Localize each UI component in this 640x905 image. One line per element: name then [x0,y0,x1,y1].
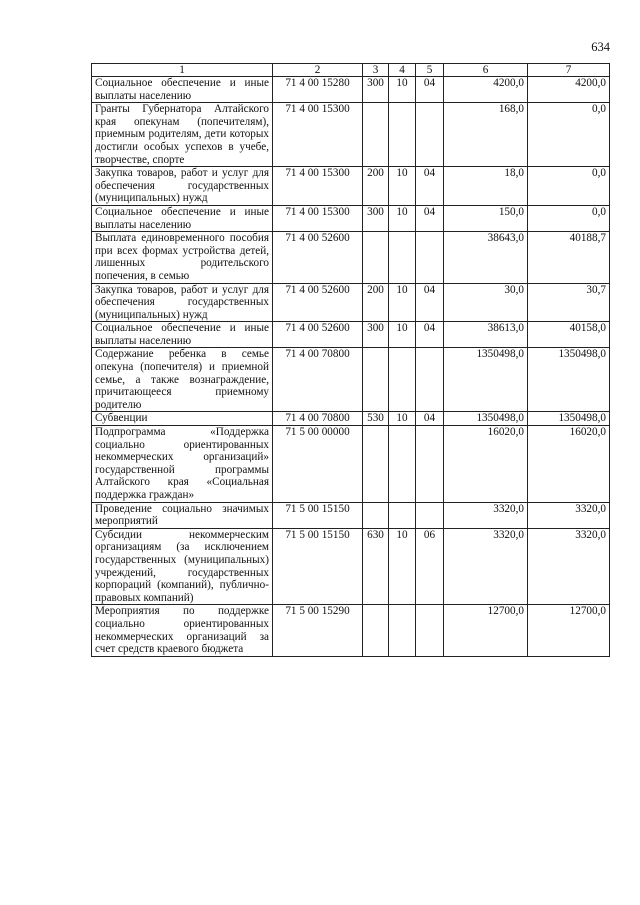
row-value6-cell: 38643,0 [444,232,528,283]
row-col3-cell: 300 [363,205,389,231]
row-code-cell: 71 4 00 52600 [273,232,363,283]
row-col3-cell: 300 [363,322,389,348]
row-col5-cell [416,502,444,528]
row-col5-cell [416,348,444,412]
row-col3-cell [363,348,389,412]
row-code-cell: 71 4 00 15280 [273,77,363,103]
row-name-cell: Гранты Губернатора Алтайского края опекунам (попечителям), приемным родителям, дети которых достигли особых успехов в учебе, творчестве, спорте [92,103,273,167]
row-value6-cell: 3320,0 [444,502,528,528]
row-name-cell: Закупка товаров, работ и услуг для обеспечения государственных (муниципальных) нужд [92,283,273,322]
row-col4-cell: 10 [389,77,416,103]
row-code-cell: 71 4 00 52600 [273,283,363,322]
row-code-cell: 71 4 00 52600 [273,322,363,348]
row-value7-cell: 0,0 [528,103,610,167]
row-value6-cell: 1350498,0 [444,348,528,412]
row-col3-cell: 300 [363,77,389,103]
table-row [92,502,610,528]
table-row [92,322,610,348]
row-col3-cell [363,502,389,528]
row-value7-cell: 4200,0 [528,77,610,103]
row-col5-cell [416,232,444,283]
row-code-cell: 71 4 00 15300 [273,103,363,167]
row-col5-cell: 04 [416,167,444,206]
row-value6-cell: 150,0 [444,205,528,231]
row-value6-cell: 3320,0 [444,528,528,605]
row-col3-cell [363,232,389,283]
budget-table [91,63,610,657]
row-col4-cell [389,348,416,412]
header-row [92,64,610,77]
row-value7-cell: 40188,7 [528,232,610,283]
row-code-cell: 71 4 00 15300 [273,167,363,206]
row-value7-cell: 1350498,0 [528,348,610,412]
row-col3-cell: 530 [363,412,389,426]
row-col4-cell [389,426,416,503]
row-col4-cell [389,605,416,656]
row-value6-cell: 4200,0 [444,77,528,103]
table-row [92,426,610,503]
header-cell: 3 [363,64,389,77]
row-col5-cell [416,103,444,167]
row-col5-cell: 04 [416,77,444,103]
row-col3-cell [363,426,389,503]
row-name-cell: Мероприятия по поддержке социально ориентированных некоммерческих организаций за счет средств краевого бюджета [92,605,273,656]
row-value6-cell: 16020,0 [444,426,528,503]
row-col3-cell [363,605,389,656]
row-col5-cell: 04 [416,322,444,348]
table-row [92,605,610,656]
row-col5-cell [416,605,444,656]
row-col4-cell: 10 [389,283,416,322]
row-value7-cell: 0,0 [528,167,610,206]
row-col4-cell: 10 [389,322,416,348]
row-name-cell: Содержание ребенка в семье опекуна (попечителя) и приемной семье, а также вознаграждение, причитающееся приемному родителю [92,348,273,412]
row-name-cell: Субсидии некоммерческим организациям (за исключением государственных (муниципальных) учреждений, государственных корпораций (компаний), публично-правовых компаний) [92,528,273,605]
row-col4-cell [389,103,416,167]
row-name-cell: Субвенции [92,412,273,426]
row-col5-cell: 06 [416,528,444,605]
row-name-cell: Проведение социально значимых мероприятий [92,502,273,528]
row-name-cell: Закупка товаров, работ и услуг для обеспечения государственных (муниципальных) нужд [92,167,273,206]
row-name-cell: Выплата единовременного пособия при всех формах устройства детей, лишенных родительского попечения, в семью [92,232,273,283]
row-code-cell: 71 5 00 15150 [273,502,363,528]
row-col4-cell: 10 [389,205,416,231]
row-col3-cell [363,103,389,167]
row-col3-cell: 200 [363,283,389,322]
row-value6-cell: 168,0 [444,103,528,167]
table-row [92,348,610,412]
table-row [92,205,610,231]
page-number: 634 [591,40,610,54]
row-name-cell: Подпрограмма «Поддержка социально ориентированных некоммерческих организаций» государственной программы Алтайского края «Социальная поддержка граждан» [92,426,273,503]
table-row [92,167,610,206]
row-value6-cell: 38613,0 [444,322,528,348]
row-name-cell: Социальное обеспечение и иные выплаты населению [92,205,273,231]
row-col5-cell [416,426,444,503]
row-col3-cell: 200 [363,167,389,206]
row-value7-cell: 12700,0 [528,605,610,656]
table-row [92,77,610,103]
row-name-cell: Социальное обеспечение и иные выплаты населению [92,77,273,103]
row-value7-cell: 30,7 [528,283,610,322]
row-value7-cell: 3320,0 [528,502,610,528]
row-value6-cell: 18,0 [444,167,528,206]
row-value6-cell: 30,0 [444,283,528,322]
header-cell: 6 [444,64,528,77]
row-code-cell: 71 4 00 70800 [273,412,363,426]
row-code-cell: 71 4 00 15300 [273,205,363,231]
row-code-cell: 71 5 00 00000 [273,426,363,503]
row-value7-cell: 1350498,0 [528,412,610,426]
row-code-cell: 71 4 00 70800 [273,348,363,412]
row-col5-cell: 04 [416,412,444,426]
row-col4-cell [389,232,416,283]
row-col5-cell: 04 [416,205,444,231]
table-row [92,103,610,167]
row-value7-cell: 0,0 [528,205,610,231]
row-code-cell: 71 5 00 15150 [273,528,363,605]
row-col4-cell: 10 [389,412,416,426]
header-cell: 1 [92,64,273,77]
row-col3-cell: 630 [363,528,389,605]
row-col4-cell: 10 [389,167,416,206]
row-value6-cell: 12700,0 [444,605,528,656]
row-value7-cell: 16020,0 [528,426,610,503]
row-col4-cell [389,502,416,528]
table-row [92,283,610,322]
row-value7-cell: 40158,0 [528,322,610,348]
header-cell: 4 [389,64,416,77]
row-col5-cell: 04 [416,283,444,322]
row-value6-cell: 1350498,0 [444,412,528,426]
row-code-cell: 71 5 00 15290 [273,605,363,656]
table-body [92,77,610,657]
row-col4-cell: 10 [389,528,416,605]
header-cell: 2 [273,64,363,77]
header-cell: 5 [416,64,444,77]
row-name-cell: Социальное обеспечение и иные выплаты населению [92,322,273,348]
table-row [92,232,610,283]
table-row [92,412,610,426]
header-cell: 7 [528,64,610,77]
table-row [92,528,610,605]
row-value7-cell: 3320,0 [528,528,610,605]
